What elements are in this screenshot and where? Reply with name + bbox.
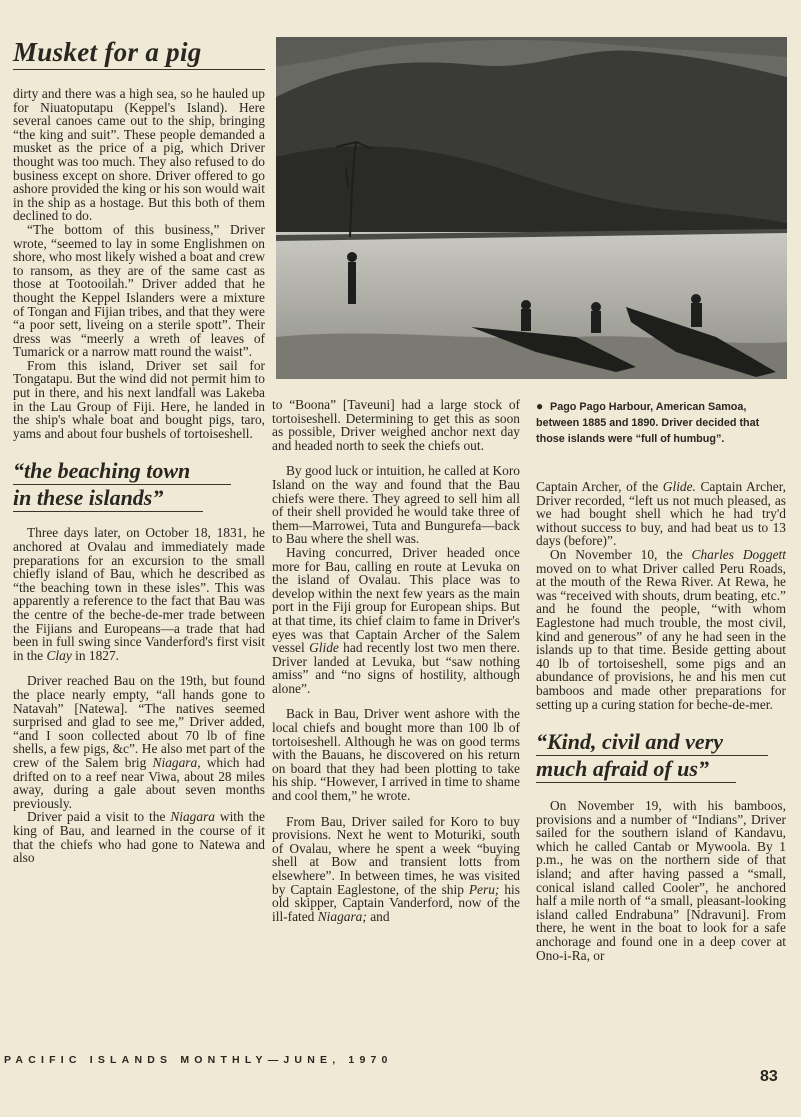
- column-2: [272, 398, 520, 923]
- magazine-footer: PACIFIC ISLANDS MONTHLY—JUNE, 1970: [4, 1054, 393, 1066]
- paragraph: On November 19, with his bamboos, provisions and a number of “Indians”, Driver sailed for the southern island of Kandavu, which he called Cantab or Mywoola. By 1 p.m., he was on the northern side of that island; and after having passed a “small, conical island called Cooler”, he anchored half a mile north of “a small, pleasant-looking island called Endrabuna” [Ndravuni]. From there, he went in the boat to look for a safe anchorage and found one in a deep cover at Ono-i-Ra, or: [536, 798, 786, 963]
- subheading-kind-civil: [536, 729, 786, 783]
- column-3: [536, 480, 786, 962]
- subheading-line: in these islands”: [13, 485, 164, 511]
- pago-pago-harbour-illustration: [276, 37, 787, 379]
- paragraph: Captain Archer, of the Glide. Captain Archer, Driver recorded, “left us not much pleased, as we had bought shell which he had try'd without success to buy, and had beat us to 13 days (before)”.: [536, 479, 786, 549]
- paragraph: to “Boona” [Taveuni] had a large stock of tortoiseshell. Determining to get this as soon as possible, Driver weighed anchor next day and headed north to seek the chiefs out.: [272, 397, 520, 453]
- page-number: 83: [760, 1068, 778, 1085]
- paragraph: Having concurred, Driver headed once more for Bau, calling en route at Levuka on the island of Ovalau. This place was to develop within the next few years as the main port in the Fiji group for European ships. But at that time, its chief claim to fame in Driver's eyes was that Captain Archer of the Salem vessel Glide had recently lost two men there. Driver landed at Levuka, but “saw nothing amiss” and “no signs of hostility, although alone”.: [272, 544, 520, 696]
- photo-caption: [536, 398, 788, 447]
- paragraph: From Bau, Driver sailed for Koro to buy provisions. Next he went to Moturiki, south of Ovalau, where he spent a week “buying shell at Bow and transient lotts from elsewhere”. In between times, he was visited by Captain Eaglestone, of the ship Peru; his old skipper, Captain Vanderford, now of the ill-fated Niagara; and: [272, 813, 520, 924]
- subheading-line: much afraid of us”: [536, 756, 709, 782]
- paragraph: Driver paid a visit to the Niagara with the king of Bau, and learned in the course of it that the chiefs who had gone to Natewa and also: [13, 809, 265, 866]
- caption-text: Pago Pago Harbour, American Samoa, between 1885 and 1890. Driver decided that those islands were “full of humbug”.: [536, 401, 760, 445]
- article-title: Musket for a pig: [13, 37, 202, 67]
- subheading-beaching-town: [13, 458, 265, 512]
- paragraph: “The bottom of this business,” Driver wrote, “seemed to lay in some Englishmen on shore, who most likely wished a boat and crew to ransom, as they are of the same cast as those at Tootooilah.” Driver added that he thought the Keppel Islanders were a mixture of Tongan and Fijian tribes, and that they were “a poor sett, liveing on a sterile spott”. Their dress was “meerly a wreth of leaves of Tumarick or a narrow matt round the waist”.: [13, 221, 265, 360]
- paragraph: From this island, Driver set sail for Tongatapu. But the wind did not permit him to put in there, and his next landfall was Lakeba in the Lau Group of Fiji. Here, he landed in the ship's whale boat and bought pigs, taro, yams and about four bushels of tortoiseshell.: [13, 357, 265, 441]
- paragraph: Three days later, on October 18, 1831, he anchored at Ovalau and immediately made preparations for an excursion to the small chiefly island of Bau, which he described as “the beaching town in these isles”. This was apparently a reference to the fact that Bau was the centre of the beche-de-mer trade between the Fijians and Europeans—a trade that had been in full swing since Vanderford's first visit in the Clay in 1827.: [13, 525, 265, 663]
- subheading-line: “Kind, civil and very: [536, 729, 723, 755]
- subheading-line: “the beaching town: [13, 458, 191, 484]
- paragraph: Driver reached Bau on the 19th, but found the place nearly empty, “all hands gone to Natavah” [Natewa]. “The natives seemed surprised and glad to see me,” Driver added, “and I soon collected about 70 lb of fine shells, a few pigs, &c”. He also met part of the crew of the Salem brig Niagara, which had drifted on to a reef near Viwa, about 28 miles away, during a gale about seven months previously.: [13, 673, 265, 811]
- subheading-rule: [13, 511, 203, 512]
- paragraph: On November 10, the Charles Doggett moved on to what Driver called Peru Roads, at the mouth of the Rewa River. At Rewa, he was “received with shouts, drum beating, etc.” and he found the people, “with whom Eaglestone had much trouble, the most civil, kind and generous” of any he had seen in the islands up to that time. Beside getting about 40 lb of tortoiseshell, some pigs and an abundance of provisions, he and his men cut bamboos and made other preparations for setting up a curing station for beche-de-mer.: [536, 546, 786, 712]
- paragraph: dirty and there was a high sea, so he hauled up for Niuatoputapu (Keppel's Island). Here several canoes came out to the ship, bringing “the king and suit”. These people demanded a musket as the price of a pig, which Driver thought was too much. They also refused to do business except on shore. Driver offered to go ashore provided the king or his son would wait in the ship as a hostage. But this both of them declined to do.: [13, 86, 265, 224]
- article-title-block: [13, 36, 265, 70]
- title-rule: [13, 69, 265, 70]
- column-1: [13, 87, 265, 865]
- paragraph: By good luck or intuition, he called at Koro Island on the way and found that the Bau chiefs were there. They agreed to sell him all of their shell provided he would take three of them—Marrowei, Tuta and Bungurefa—back to Bau where the shell was.: [272, 463, 520, 547]
- paragraph: Back in Bau, Driver went ashore with the local chiefs and bought more than 100 lb of tortoiseshell. Although he was on good terms with the Bauans, he discovered on his return on board that they had been plotting to take his ship. “However, I arrived in time to shame and cool them,” he wrote.: [272, 706, 520, 804]
- bullet-icon: ●: [536, 399, 544, 413]
- subheading-rule: [536, 782, 736, 783]
- harbour-photo: [276, 37, 787, 379]
